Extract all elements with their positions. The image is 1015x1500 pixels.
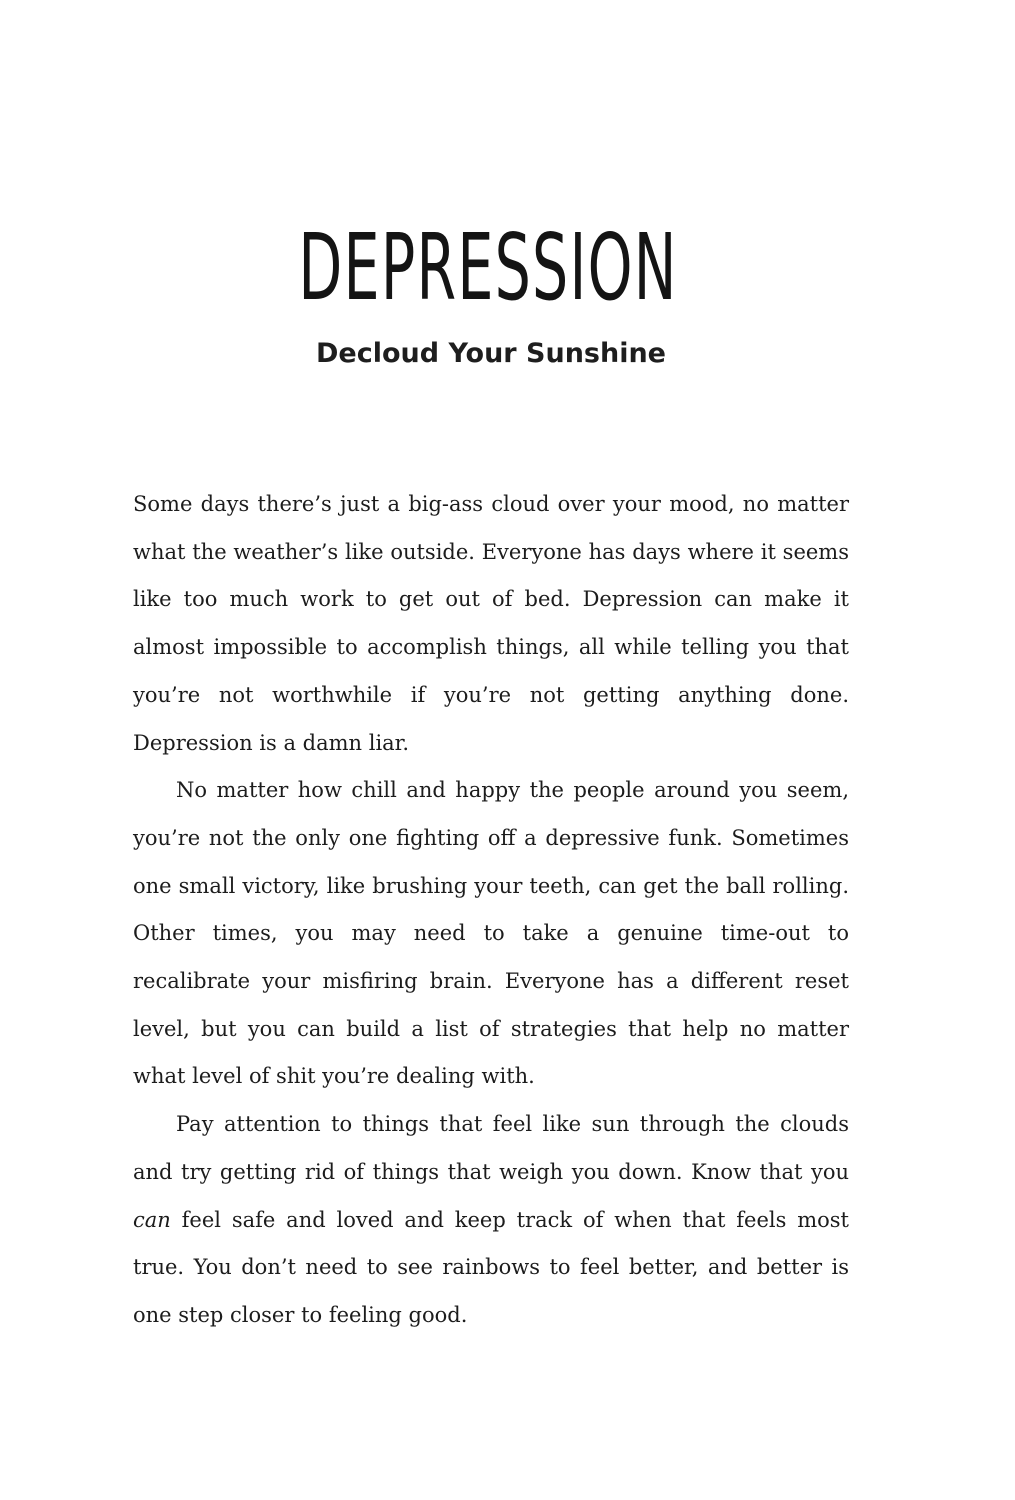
paragraph-2: No matter how chill and happy the people around you seem, you’re not the only one fighting off a depressive funk. Sometimes one small victory, like brushing your teeth, can get the ball rolling. Other times, you may need to take a genuine time-out to recalibrate your misfiring brain. Everyone has a different reset level, but you can build a list of strategies that help no matter what level of shit you’re dealing with.: [133, 778, 849, 1089]
paragraph-1: Some days there’s just a big-ass cloud over your mood, no matter what the weather’s like outside. Everyone has days where it seems like too much work to get out of bed. Depression can make it almost impossible to accomplish things, all while telling you that you’re not worthwhile if you’re not getting anything done. Depression is a damn liar.: [133, 492, 849, 755]
paragraph-3-part-2: feel safe and loved and keep track of when that feels most true. You don’t need to see rainbows to feel better, and better is one step closer to feeling good.: [133, 1207, 849, 1327]
paragraph-3: [133, 1101, 849, 1340]
emphasized-word: can: [133, 1207, 171, 1232]
paragraph-3-part-1: Pay attention to things that feel like sun through the clouds and try getting rid of things that weigh you down. Know that you: [133, 1112, 849, 1184]
chapter-subtitle: Decloud Your Sunshine: [315, 338, 666, 369]
body-text: [133, 481, 849, 1340]
chapter-title: DEPRESSION: [298, 214, 678, 321]
